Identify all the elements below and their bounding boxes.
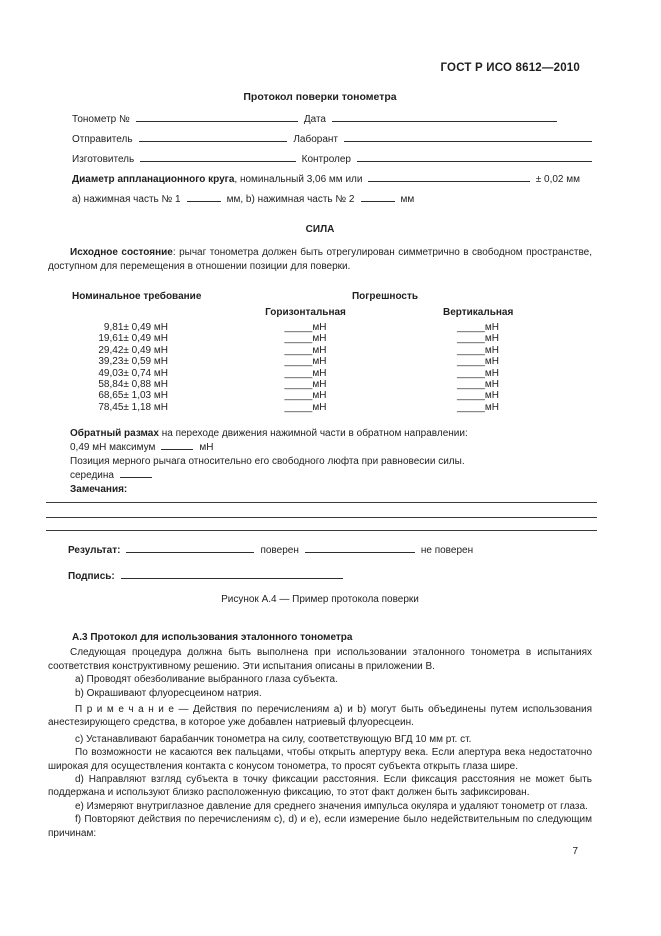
backlash-label-rest: на переходе движения нажимной части в обратном направлении: xyxy=(158,428,468,439)
list-item-c: c) Устанавливают барабанчик тонометра на силу, соответствующую ВГД 10 мм рт. ст. xyxy=(75,733,472,745)
form-row-manufacturer xyxy=(72,154,592,174)
form-row-diameter xyxy=(72,174,592,194)
force-table-subheader-row xyxy=(48,307,592,322)
sender-label: Отправитель xyxy=(72,134,133,145)
signature-blank-line xyxy=(121,578,343,579)
nominal-value: 29,42± 0,49 мН xyxy=(98,344,168,356)
standard-reference: ГОСТ Р ИСО 8612—2010 xyxy=(440,62,580,74)
list-item-a: a) Проводят обезболивание выбранного глаза субъекта. xyxy=(75,674,338,686)
lab-assistant-blank-line xyxy=(344,141,592,142)
tonometer-blank-line xyxy=(136,121,298,122)
form-row-tonometer xyxy=(72,114,592,134)
form-row-pressing-parts xyxy=(72,194,592,214)
force-table-row xyxy=(48,368,592,379)
force-table-row xyxy=(48,345,592,356)
vertical-error-blank: _____мН xyxy=(457,333,499,345)
protocol-form xyxy=(48,114,592,214)
result-block xyxy=(48,545,592,559)
sender-blank-line xyxy=(139,141,288,142)
remarks-rule-line xyxy=(46,502,597,503)
nominal-requirement-header: Номинальное требование xyxy=(72,291,202,302)
list-item-e: e) Измеряют внутриглазное давление для среднего значения импульса окуляра и удаляют тонометр от глаза. xyxy=(75,800,588,812)
vertical-error-blank: _____мН xyxy=(457,344,499,356)
force-table-row xyxy=(48,379,592,390)
diameter-label-rest: , номинальный 3,06 мм или xyxy=(234,174,363,185)
horizontal-error-blank: _____мН xyxy=(284,322,327,333)
figure-caption: Рисунок А.4 — Пример протокола поверки xyxy=(221,594,419,605)
lab-assistant-label: Лаборант xyxy=(293,134,338,145)
date-label: Дата xyxy=(303,114,326,125)
signature-block xyxy=(48,571,592,585)
diameter-blank-line xyxy=(368,181,529,182)
horizontal-error-blank: _____мН xyxy=(284,390,327,402)
pressing-part2-label: мм, b) нажимная часть № 2 xyxy=(226,194,355,205)
not-verified-label: не поверен xyxy=(420,545,474,556)
signature-label: Подпись: xyxy=(68,571,115,582)
horizontal-error-blank: _____мН xyxy=(284,344,327,356)
nominal-value: 39,23± 0,59 мН xyxy=(98,356,168,368)
lever-position-line: Позиция мерного рычага относительно его свободного люфта при равновесии силы. xyxy=(70,456,465,467)
controller-blank-line xyxy=(357,161,592,162)
vertical-error-blank: _____мН xyxy=(457,356,499,368)
diameter-label: Диаметр аппланационного круга xyxy=(72,174,235,185)
force-table-row xyxy=(48,333,592,344)
force-section-heading: СИЛА xyxy=(305,224,335,235)
horizontal-error-blank: _____мН xyxy=(284,333,327,345)
nominal-value: 78,45± 1,18 мН xyxy=(98,401,168,413)
pressing-part1-label: a) нажимная часть № 1 xyxy=(72,194,181,205)
backlash-max-unit: мН xyxy=(199,442,214,453)
force-table-row xyxy=(48,402,592,413)
nominal-value: 9,81± 0,49 мН xyxy=(103,322,168,333)
force-table-row xyxy=(48,322,592,333)
backlash-title-line xyxy=(70,427,592,441)
vertical-error-blank: _____мН xyxy=(457,322,499,333)
pressing-part2-unit: мм xyxy=(400,194,415,205)
verified-label: поверен xyxy=(260,545,299,556)
nominal-value: 49,03± 0,74 мН xyxy=(98,367,168,379)
date-blank-line xyxy=(332,121,557,122)
initial-state-lead: Исходное состояние xyxy=(70,247,173,258)
force-table-rows xyxy=(48,322,592,413)
section-a3-heading: А.3 Протокол для использования эталонного тонометра xyxy=(72,632,353,643)
result-not-verified-blank-line xyxy=(305,552,415,553)
result-label: Результат: xyxy=(68,545,121,556)
backlash-label: Обратный размах xyxy=(70,428,159,439)
middle-blank-line xyxy=(120,477,152,478)
force-table-header-row xyxy=(48,291,592,307)
paragraph-after-c: По возможности не касаются век пальцами, чтобы открыть апертуру века. Если апертура века недостаточно широкая для осуществления контакта с конусом тонометра, то просят субъекта открыть глаза шире. xyxy=(48,747,592,772)
backlash-max-line xyxy=(70,441,592,455)
pressing-part1-blank-line xyxy=(187,201,221,202)
middle-label: середина xyxy=(70,470,114,481)
force-table-row xyxy=(48,356,592,367)
vertical-error-blank: _____мН xyxy=(457,401,499,413)
list-item-f: f) Повторяют действия по перечислениям c), d) и e), если измерение было недействительным по следующим причинам: xyxy=(48,814,592,839)
middle-line xyxy=(70,469,592,483)
list-item-b: b) Окрашивают флуоресцеином натрия. xyxy=(75,687,262,699)
force-table-row xyxy=(48,390,592,401)
error-header: Погрешность xyxy=(351,291,419,302)
section-a3-intro: Следующая процедура должна быть выполнена при использовании эталонного тонометра в испытаниях соответствия конструктивному решению. Эти испытания описаны в приложении В. xyxy=(48,647,592,672)
section-a3 xyxy=(48,631,592,840)
initial-state-text: : рычаг тонометра должен быть отрегулирован симметрично в свободном пространстве, доступном для перемещения в отношении позиции для поверки. xyxy=(48,247,592,272)
backlash-max-blank-line xyxy=(161,449,193,450)
remarks-rule-line xyxy=(46,517,597,518)
horizontal-error-blank: _____мН xyxy=(284,356,327,368)
vertical-error-blank: _____мН xyxy=(457,379,499,391)
horizontal-error-header: Горизонтальная xyxy=(265,307,346,318)
tonometer-label: Тонометр № xyxy=(72,114,130,125)
note-paragraph: П р и м е ч а н и е — Действия по перечислениям a) и b) могут быть объединены путем использования анестезирующего средства, в которое уже добавлен натриевый флуоресцеин. xyxy=(48,704,592,729)
backlash-max-prefix: 0,49 мН максимум xyxy=(70,442,156,453)
force-table xyxy=(48,291,592,413)
manufacturer-blank-line xyxy=(140,161,295,162)
backlash-block xyxy=(48,427,592,497)
manufacturer-label: Изготовитель xyxy=(72,154,135,165)
page-number: 7 xyxy=(572,846,578,857)
nominal-value: 58,84± 0,88 мН xyxy=(98,379,168,391)
remarks-rule-line xyxy=(46,530,597,531)
diameter-tolerance: ± 0,02 мм xyxy=(535,174,580,185)
horizontal-error-blank: _____мН xyxy=(284,401,327,413)
subheader-spacer xyxy=(48,307,168,322)
horizontal-error-blank: _____мН xyxy=(284,379,327,391)
vertical-error-header: Вертикальная xyxy=(443,307,514,318)
nominal-value: 68,65± 1,03 мН xyxy=(98,390,168,402)
nominal-value: 19,61± 0,49 мН xyxy=(98,333,168,345)
vertical-error-blank: _____мН xyxy=(457,367,499,379)
initial-state-paragraph xyxy=(48,246,592,273)
list-item-d: d) Направляют взгляд субъекта в точку фиксации расстояния. Если фиксация расстояния не может быть поддержана и используют близко расположенную фиксацию, то этот факт должен быть зафиксирован. xyxy=(48,774,592,799)
pressing-part2-blank-line xyxy=(361,201,395,202)
vertical-error-blank: _____мН xyxy=(457,390,499,402)
page-title: Протокол поверки тонометра xyxy=(243,91,397,103)
form-row-sender xyxy=(72,134,592,154)
result-verified-blank-line xyxy=(126,552,254,553)
controller-label: Контролер xyxy=(301,154,351,165)
remarks-label: Замечания: xyxy=(70,484,128,495)
horizontal-error-blank: _____мН xyxy=(284,367,327,379)
